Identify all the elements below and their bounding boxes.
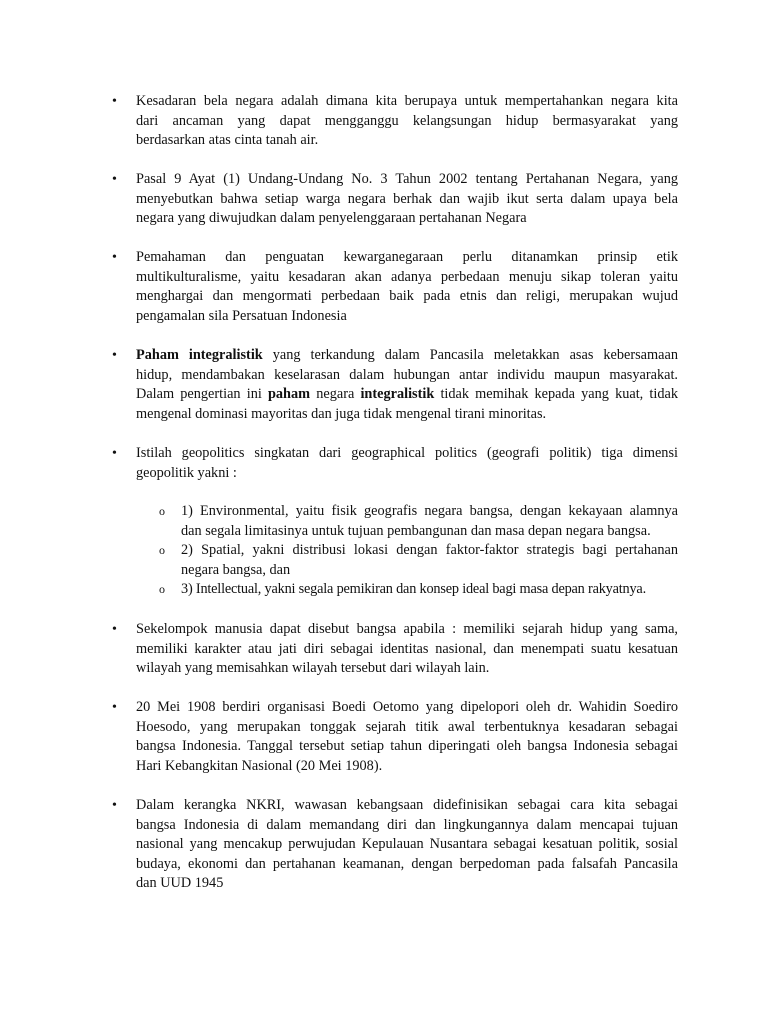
text-line: Dalam pengertian ini paham negara integralistik tidak memihak kepada yang kuat, tidak [136, 386, 678, 402]
text-line: 2) Spatial, yakni distribusi lokasi dengan faktor-faktor strategis bagi pertahanan [181, 542, 678, 558]
text-line: hidup, mendambakan keselarasan dalam hubungan antar individu maupun masyarakat. [136, 366, 678, 383]
sub-list-item [159, 541, 678, 580]
text-line: Pasal 9 Ayat (1) Undang-Undang No. 3 Tahun 2002 tentang Pertahanan Negara, yang [136, 171, 678, 187]
text-line: Hari Kebangkitan Nasional (20 Mei 1908). [136, 757, 383, 774]
list-item [112, 698, 678, 776]
list-item [112, 346, 678, 424]
text-line: 3) Intellectual, yakni segala pemikiran dan konsep ideal bagi masa depan rakyatnya. [181, 581, 646, 597]
text-line: dan UUD 1945 [136, 875, 224, 891]
text-line: multikulturalisme, yaitu kesadaran akan adanya perbedaan menuju sikap toleran yaitu [136, 268, 678, 285]
bullet-dot-icon: • [112, 798, 117, 813]
text-line: nasional yang mencakup perwujudan Kepulauan Nusantara sebagai kesatuan politik, sosial [136, 836, 678, 852]
text-line: Kesadaran bela negara adalah dimana kita berupaya untuk mempertahankan negara kita [136, 93, 678, 109]
list-item [112, 444, 678, 483]
text-line: 20 Mei 1908 berdiri organisasi Boedi Oetomo yang dipelopori oleh dr. Wahidin Soediro [136, 699, 678, 715]
bold-term: integralistik [360, 386, 435, 402]
bullet-dot-icon: • [112, 446, 117, 461]
text-line: negara bangsa, dan [181, 561, 291, 578]
bullet-dot-icon: • [112, 250, 117, 265]
text-line: Paham integralistik yang terkandung dalam Pancasila meletakkan asas kebersamaan [136, 347, 678, 363]
text-line: Dalam kerangka NKRI, wawasan kebangsaan didefinisikan sebagai cara kita sebagai [136, 797, 678, 813]
list-item [112, 620, 678, 679]
text-line: berdasarkan atas cinta tanah air. [136, 132, 319, 148]
text-line: mengenal dominasi mayoritas dan juga tidak mengenal tirani minoritas. [136, 405, 547, 422]
circle-bullet-icon: o [159, 504, 165, 518]
text-line: memiliki karakter atau jati diri sebagai identitas nasional, dan menempati suatu kesatuan [136, 640, 678, 657]
list-item [112, 92, 678, 151]
text-line: menyebutkan bahwa setiap warga negara berhak dan wajib ikut serta dalam upaya bela [136, 190, 678, 207]
text-line: budaya, ekonomi dan pertahanan keamanan, dengan berpedoman pada falsafah Pancasila [136, 855, 678, 872]
bullet-dot-icon: • [112, 622, 117, 637]
text-line: dan segala limitasinya untuk tujuan pembangunan dan masa depan negara bangsa. [181, 522, 651, 539]
bold-term: paham [267, 386, 311, 402]
list-item [112, 248, 678, 326]
bullet-dot-icon: • [112, 172, 117, 187]
text-line: bangsa Indonesia di dalam memandang diri dan lingkungannya dalam mencapai tujuan [136, 816, 678, 833]
sub-list-item [159, 580, 678, 600]
text-line: dari ancaman yang dapat mengganggu kelangsungan hidup bermasyarakat yang [136, 112, 678, 129]
text-line: 1) Environmental, yaitu fisik geografis negara bangsa, dengan kekayaan alamnya [181, 503, 678, 519]
circle-bullet-icon: o [159, 582, 165, 596]
text-line: bangsa Indonesia. Tanggal tersebut setiap tahun diperingati oleh bangsa Indonesia sebagai [136, 738, 678, 754]
bold-term: Paham integralistik [136, 347, 263, 363]
bullet-dot-icon: • [112, 94, 117, 109]
text-line: menghargai dan mengormati perbedaan baik pada etnis dan religi, merupakan wujud [136, 288, 678, 304]
sub-list-item [159, 502, 678, 541]
circle-bullet-icon: o [159, 543, 165, 557]
bullet-dot-icon: • [112, 348, 117, 363]
text-line: geopolitik yakni : [136, 464, 237, 481]
text-line: pengamalan sila Persatuan Indonesia [136, 307, 347, 324]
list-item [112, 170, 678, 229]
list-item [112, 796, 678, 894]
bullet-dot-icon: • [112, 700, 117, 715]
text-line: negara yang diwujudkan dalam penyelenggaraan pertahanan Negara [136, 210, 527, 226]
text-line: Hoesodo, yang merupakan tonggak sejarah titik awal terbentuknya kesadaran sebagai [136, 718, 678, 735]
text-line: Pemahaman dan penguatan kewarganegaraan perlu ditanamkan prinsip etik [136, 249, 678, 265]
text-line: wilayah yang memisahkan wilayah tersebut dari wilayah lain. [136, 660, 490, 676]
text-line: Sekelompok manusia dapat disebut bangsa apabila : memiliki sejarah hidup yang sama, [136, 621, 678, 637]
text-line: Istilah geopolitics singkatan dari geographical politics (geografi politik) tiga dimensi [136, 445, 678, 461]
